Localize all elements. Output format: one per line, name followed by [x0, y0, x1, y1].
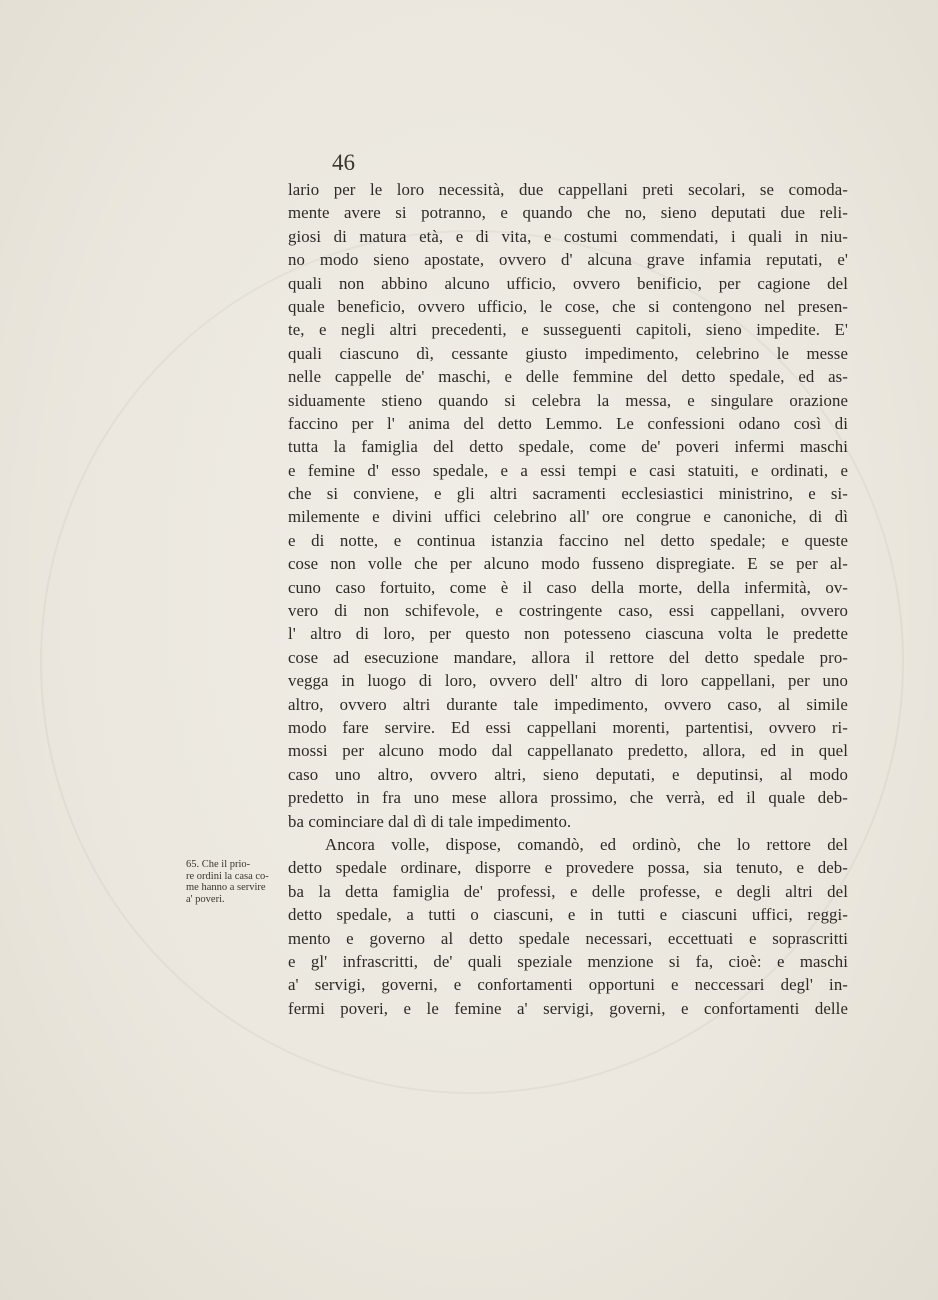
text-line: mente avere si potranno, e quando che no, sieno deputati due reli- [288, 203, 848, 223]
text-line: tutta la famiglia del detto spedale, come de' poveri infermi maschi [288, 437, 848, 457]
text-line: e di notte, e continua istanzia faccino nel detto spedale; e queste [288, 530, 848, 550]
text-line: cose ad esecuzione mandare, allora il rettore del detto spedale pro- [288, 647, 848, 667]
text-line: te, e negli altri precedenti, e susseguenti capitoli, sieno impedite. E' [288, 320, 848, 340]
text-line: cuno caso fortuito, come è il caso della morte, della infermità, ov- [288, 577, 848, 597]
text-line: altro, ovvero altri durante tale impedimento, ovvero caso, al simile [288, 694, 848, 714]
margin-note-line: 65. Che il prio- [186, 859, 251, 870]
body-text [288, 178, 848, 1020]
margin-note-line: a' poveri. [186, 893, 225, 905]
margin-note [186, 859, 282, 905]
text-line: caso uno altro, ovvero altri, sieno deputati, e deputinsi, al modo [288, 764, 848, 784]
text-line: vegga in luogo di loro, ovvero dell' altro di loro cappellani, per uno [288, 671, 848, 691]
text-line: e femine d' esso spedale, e a essi tempi e casi statuiti, e ordinati, e [288, 460, 848, 480]
text-line: a' servigi, governi, e confortamenti opportuni e neccessari degl' in- [288, 975, 848, 995]
text-line: milemente e divini uffici celebrino all' ore congrue e canoniche, di dì [288, 507, 848, 527]
text-line: giosi di matura età, e di vita, e costumi commendati, i quali in niu- [288, 226, 848, 246]
text-line: predetto in fra uno mese allora prossimo, che verrà, ed il quale deb- [288, 788, 848, 808]
text-line: vero di non schifevole, e costringente caso, essi cappellani, ovvero [288, 601, 848, 621]
text-line: detto spedale, a tutti o ciascuni, e in tutti e ciascuni uffici, reggi- [288, 905, 848, 925]
text-line: nelle cappelle de' maschi, e delle femmine del detto spedale, ed as- [288, 367, 848, 387]
text-line: l' altro di loro, per questo non potesseno ciascuna volta le predette [288, 624, 848, 644]
text-line: lario per le loro necessità, due cappellani preti secolari, se comoda- [288, 180, 848, 199]
text-line: mossi per alcuno modo dal cappellanato predetto, allora, ed in quel [288, 741, 848, 761]
text-line: faccino per l' anima del detto Lemmo. Le confessioni odano così di [288, 413, 848, 433]
text-line: fermi poveri, e le femine a' servigi, governi, e confortamenti delle [288, 998, 848, 1018]
text-line: quale beneficio, ovvero ufficio, le cose, che si contengono nel presen- [288, 296, 848, 316]
text-line: quali non abbino alcuno ufficio, ovvero benificio, per cagione del [288, 273, 848, 293]
margin-note-line: me hanno a servire [186, 882, 266, 893]
text-line: ba la detta famiglia de' professi, e delle professe, e degli altri del [288, 881, 848, 901]
text-line: quali ciascuno dì, cessante giusto impedimento, celebrino le messe [288, 343, 848, 363]
margin-note-line: re ordini la casa co- [186, 870, 269, 882]
text-line: che si conviene, e gli altri sacramenti ecclesiastici ministrino, e si- [288, 484, 848, 504]
paragraph-start-line: Ancora volle, dispose, comandò, ed ordinò, che lo rettore del [325, 834, 848, 854]
text-line: detto spedale ordinare, disporre e provedere possa, sia tenuto, e deb- [288, 858, 848, 878]
text-line: siduamente stieno quando si celebra la messa, e singulare orazione [288, 390, 848, 410]
text-line: cose non volle che per alcuno modo fusseno dispregiate. E se per al- [288, 554, 848, 574]
page-number: 46 [332, 150, 355, 175]
text-line: no modo sieno apostate, ovvero d' alcuna grave infamia reputati, e' [288, 250, 848, 270]
text-line: ba cominciare dal dì di tale impedimento. [288, 811, 572, 831]
text-line: e gl' infrascritti, de' quali speziale menzione si fa, cioè: e maschi [288, 951, 848, 971]
text-line: mento e governo al detto spedale necessari, eccettuati e soprascritti [288, 928, 848, 948]
text-line: modo fare servire. Ed essi cappellani morenti, partentisi, ovvero ri- [288, 717, 848, 737]
